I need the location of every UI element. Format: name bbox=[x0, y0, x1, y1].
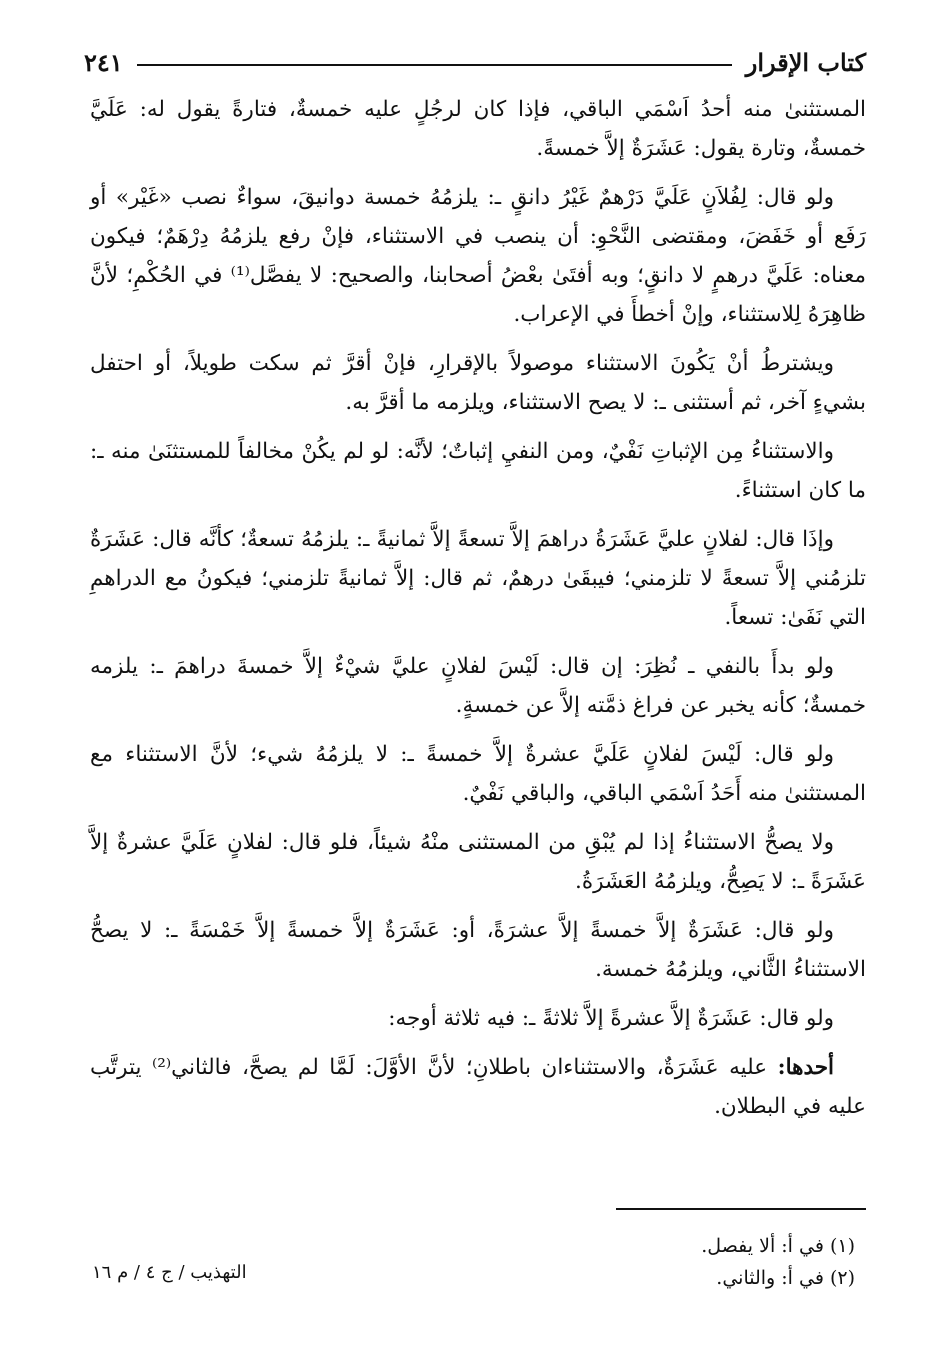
paragraph: ولو قال: لِفُلاَنٍ عَلَيَّ دَرْهمٌ غَيْرُ دانقٍ ـ: يلزمُهُ خمسة دوانيقَ، سواءٌ نصب «غَيْر» أو رَفَع أو خَفَضَ، ومقتضى النَّحْوِ: أن ينصب في الاستثناء، فإنْ رفع يلزمُهُ دِرْهَمٌ؛ فيكون معناه: عَلَيَّ درهمٍ لا دانقٍ؛ وبه أفتَىٰ بعْضُ أصحابنا، والصحيح: لا يفصَّل⁽¹⁾ في الحُكْمِ؛ لأنَّ ظاهِرَهُ لِلاستثناء، وإنْ أخطأَ في الإعراب. bbox=[90, 185, 866, 327]
book-title: كتاب الإقرار bbox=[745, 47, 866, 77]
paragraph: المستثنىٰ منه أحدُ اَسْمَي الباقي، فإذا كان لرجُلٍ عليه خمسةٌ، فتارةً يقول له: عَلَيَّ خمسةٌ، وتارة يقول: عَشَرَةٌ إلاَّ خمسةً. bbox=[90, 97, 866, 161]
footnote-rule bbox=[616, 1208, 866, 1210]
paragraph: ولو بدأَ بالنفي ـ نُظِرَ: إن قال: لَيْسَ لفلانٍ عليَّ شيْءٌ إلاَّ خمسةَ دراهمَ ـ: يلزمه خمسةٌ؛ كأنه يخبر عن فراغ ذمَّته إلاَّ عن خمسةٍ. bbox=[90, 654, 866, 718]
footnotes bbox=[435, 1230, 855, 1294]
running-header bbox=[84, 42, 866, 82]
paragraph: ولو قال: لَيْسَ لفلانٍ عَلَيَّ عشرةٌ إلاَّ خمسةً ـ: لا يلزمُهُ شيء؛ لأنَّ الاستثناء مع المستثنىٰ منه أَحَدُ اَسْمَي الباقي، والباقي نَفْيٌ. bbox=[90, 742, 866, 806]
paragraph-text: عليه عَشَرَةٌ، والاستثناءان باطلانِ؛ لأنَّ الأوَّلَ: لَمَّا لم يصحَّ، فالثاني⁽²⁾ يترتَّب عليه في البطلان. bbox=[90, 1055, 866, 1119]
page-number: ٢٤١ bbox=[84, 47, 123, 77]
paragraph: ولا يصحُّ الاستثناءُ إذا لم يُبْقِ من المستثنى منْهُ شيئاً، فلو قال: لفلانٍ عَلَيَّ عشرةٌ إلاَّ عَشَرَةً ـ: لا يَصِحُّ، ويلزمُهُ العَشَرَةُ. bbox=[90, 830, 866, 894]
paragraph: وإذَا قال: لفلانٍ عليَّ عَشَرَةُ دراهمَ إلاَّ تسعةً إلاَّ ثمانيةً ـ: يلزمُهُ تسعةٌ؛ كأنَّه قال: عَشَرَةٌ تلزمُني إلاَّ تسعةً لا تلزمني؛ فيبقَىٰ درهمٌ، ثم قال: إلاَّ ثمانيةً تلزمني؛ فيكونُ مع الدراهمِ التي نَفَىٰ: تسعاً. bbox=[90, 527, 866, 630]
footnote: (١) في أ: ألا يفصل. bbox=[701, 1235, 855, 1257]
signature-mark: التهذيب / ج ٤ / م ١٦ bbox=[92, 1262, 247, 1283]
header-rule bbox=[137, 64, 732, 66]
paragraph: ولو قال: عَشَرَةٌ إلاَّ عشرةً إلاَّ ثلاثةً ـ: فيه ثلاثة أوجه: bbox=[388, 1006, 834, 1031]
lead-word: أحدها: bbox=[777, 1055, 835, 1080]
paragraph: والاستثناءُ مِن الإثباتِ نَفْيٌ، ومن النفيِ إثباتٌ؛ لأنَّه: لو لم يكُنْ مخالفاً للمستثنَىٰ منه ـ: ما كان استثناءً. bbox=[90, 439, 866, 503]
paragraph: ولو قال: عَشَرَةٌ إلاَّ خمسةً إلاَّ عشرَةً، أو: عَشَرَةٌ إلاَّ خمسةً إلاَّ خَمْسَةً ـ: لا يصحُّ الاستثناءُ الثَّاني، ويلزمُهُ خمسة. bbox=[90, 918, 866, 982]
paragraph-first-opinion bbox=[90, 1048, 866, 1126]
main-text bbox=[90, 90, 866, 1136]
footnote: (٢) في أ: والثاني. bbox=[716, 1267, 855, 1289]
paragraph: ويشترطُ أنْ يَكُونَ الاستثناء موصولاً بالإقرارِ، فإنْ أقرَّ ثم سكت طويلاً، أو احتفل بشيءٍ آخر، ثم أستثنى ـ: لا يصح الاستثناء، ويلزمه ما أقرَّ به. bbox=[90, 351, 866, 415]
